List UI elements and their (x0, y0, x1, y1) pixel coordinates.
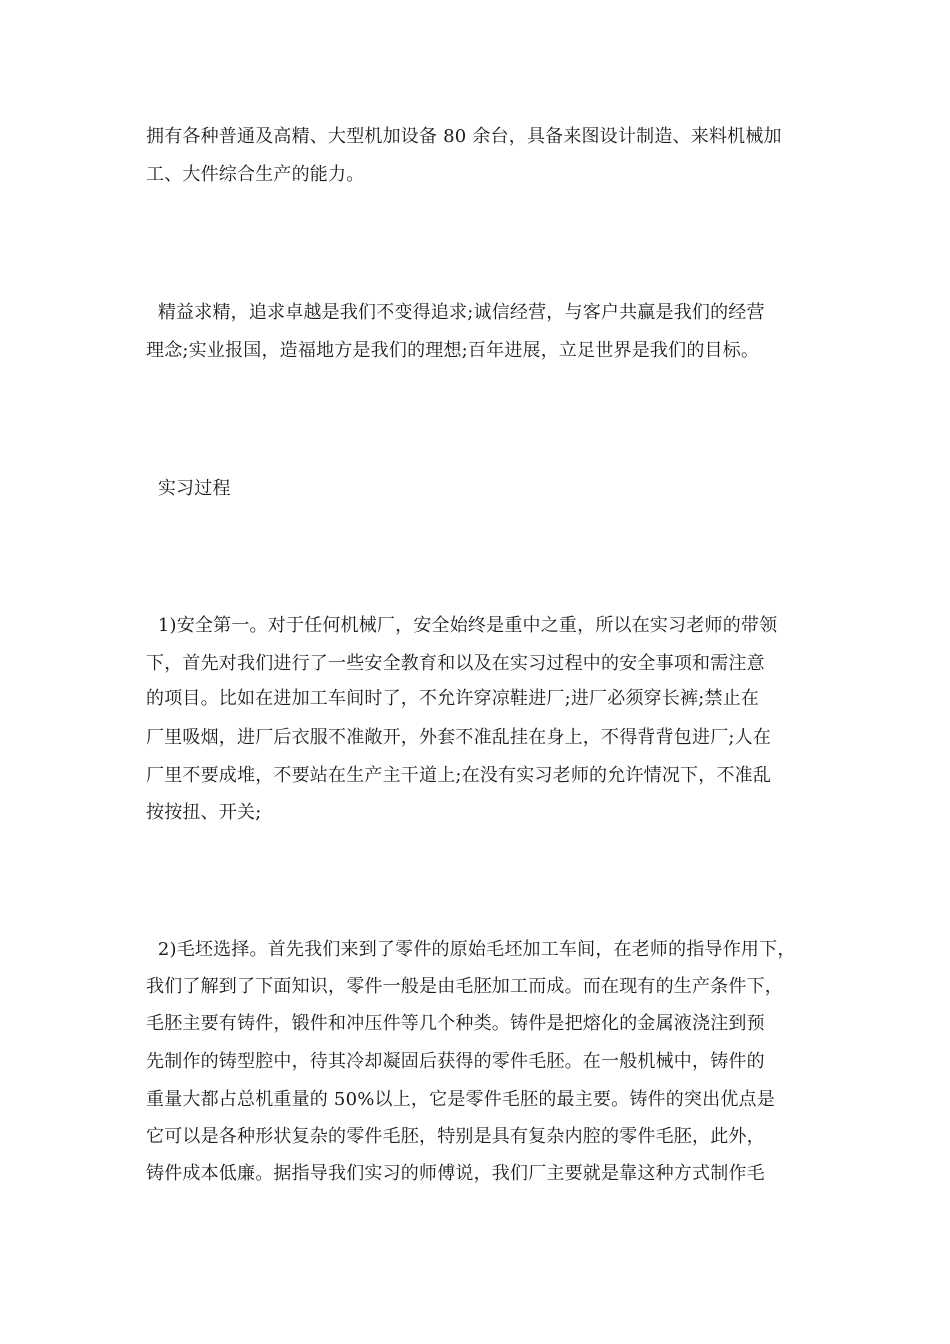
paragraph-4-line-1: 2)毛坯选择。首先我们来到了零件的原始毛坯加工车间，在老师的指导作用下， (146, 939, 796, 960)
paragraph-3-line-3: 的项目。比如在进加工车间时了，不允许穿凉鞋进厂;进厂必须穿长裤;禁止在 (146, 688, 760, 709)
paragraph-4-line-3: 毛胚主要有铸件，锻件和冲压件等几个种类。铸件是把熔化的金属液浇注到预 (146, 1013, 765, 1034)
paragraph-3-line-4: 厂里吸烟，进厂后衣服不准敞开，外套不准乱挂在身上，不得背背包进厂;人在 (146, 727, 772, 748)
paragraph-3-line-6: 按按扭、开关; (146, 802, 262, 823)
paragraph-2-line-1: 精益求精，追求卓越是我们不变得追求;诚信经营，与客户共赢是我们的经营 (146, 302, 765, 323)
paragraph-4-line-7: 铸件成本低廉。据指导我们实习的师傅说，我们厂主要就是靠这种方式制作毛 (146, 1163, 765, 1184)
paragraph-3-line-1: 1)安全第一。对于任何机械厂，安全始终是重中之重，所以在实习老师的带领 (146, 615, 778, 636)
paragraph-1-line-1: 拥有各种普通及高精、大型机加设备 80 余台，具备来图设计制造、来料机械加 (146, 126, 782, 147)
paragraph-4-line-5: 重量大都占总机重量的 50%以上，它是零件毛胚的最主要。铸件的突出优点是 (146, 1089, 775, 1110)
paragraph-3-line-5: 厂里不要成堆，不要站在生产主干道上;在没有实习老师的允许情况下，不准乱 (146, 765, 772, 786)
section-heading: 实习过程 (146, 478, 231, 499)
paragraph-4-line-4: 先制作的铸型腔中，待其冷却凝固后获得的零件毛胚。在一般机械中，铸件的 (146, 1051, 765, 1072)
paragraph-2-line-2: 理念;实业报国，造福地方是我们的理想;百年进展，立足世界是我们的目标。 (146, 340, 760, 361)
paragraph-4-line-2: 我们了解到了下面知识，零件一般是由毛胚加工而成。而在现有的生产条件下， (146, 976, 783, 997)
paragraph-3-line-2: 下，首先对我们进行了一些安全教育和以及在实习过程中的安全事项和需注意 (146, 653, 765, 674)
paragraph-1-line-2: 工、大件综合生产的能力。 (146, 164, 365, 185)
paragraph-4-line-6: 它可以是各种形状复杂的零件毛胚，特别是具有复杂内腔的零件毛胚，此外， (146, 1126, 765, 1147)
